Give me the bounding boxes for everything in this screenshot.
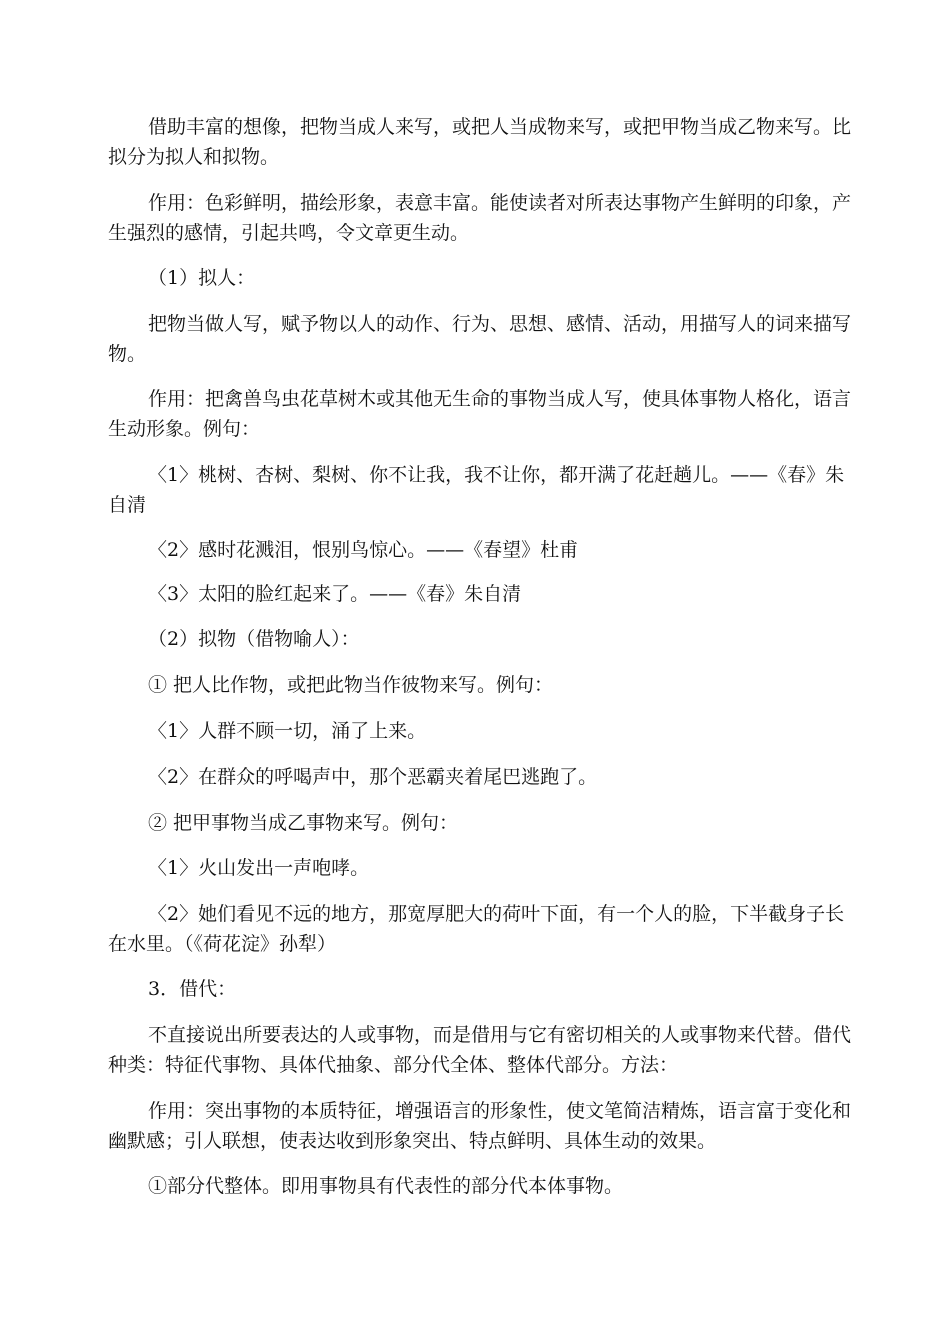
heading-personification: （1）拟人： [148, 267, 256, 289]
paragraph-metonymy-definition: 不直接说出所要表达的人或事物，而是借用与它有密切相关的人或事物来代替。借代种类：特征代事物、具体代抽象、部分代全体、整体代部分。方法： [108, 1024, 852, 1076]
example-sentence-3: 〈3〉太阳的脸红起来了。——《春》朱自清 [148, 583, 522, 605]
paragraph-metonymy-effect: 作用：突出事物的本质特征，增强语言的形象性，使文笔简洁精炼，语言富于变化和幽默感；引人联想，使表达收到形象突出、特点鲜明、具体生动的效果。 [108, 1100, 852, 1152]
paragraph-personification-effect: 作用：色彩鲜明，描绘形象，表意丰富。能使读者对所表达事物产生鲜明的印象，产生强烈的感情，引起共鸣，令文章更生动。 [108, 192, 852, 244]
example-sentence-2: 〈2〉感时花溅泪，恨别鸟惊心。——《春望》杜甫 [148, 539, 579, 561]
example-sentence-1: 〈1〉桃树、杏树、梨树、你不让我，我不让你，都开满了花赶趟儿。——《春》朱自清 [108, 464, 845, 516]
example-sentence-5: 〈2〉在群众的呼喝声中，那个恶霸夹着尾巴逃跑了。 [148, 766, 598, 788]
paragraph-personification-definition: 借助丰富的想像，把物当成人来写，或把人当成物来写，或把甲物当成乙物来写。比拟分为拟人和拟物。 [108, 116, 852, 168]
subheading-person-as-object: ① 把人比作物，或把此物当作彼物来写。例句： [148, 674, 554, 696]
subheading-object-as-object: ② 把甲事物当成乙事物来写。例句： [148, 812, 459, 834]
example-sentence-4: 〈1〉人群不顾一切，涌了上来。 [148, 720, 427, 742]
example-sentence-6: 〈1〉火山发出一声咆哮。 [148, 857, 370, 879]
heading-metonymy: 3．借代： [148, 978, 237, 1000]
paragraph-personification-desc: 把物当做人写，赋予物以人的动作、行为、思想、感情、活动，用描写人的词来描写物。 [108, 313, 852, 365]
paragraph-personification-usage: 作用：把禽兽鸟虫花草树木或其他无生命的事物当成人写，使具体事物人格化，语言生动形象。例句： [108, 388, 852, 440]
heading-objectification: （2）拟物（借物喻人）： [148, 628, 360, 650]
example-sentence-7: 〈2〉她们看见不远的地方，那宽厚肥大的荷叶下面，有一个人的脸，下半截身子长在水里。（《荷花淀》孙犁） [108, 903, 845, 955]
paragraph-part-for-whole: ①部分代整体。即用事物具有代表性的部分代本体事物。 [148, 1175, 624, 1197]
